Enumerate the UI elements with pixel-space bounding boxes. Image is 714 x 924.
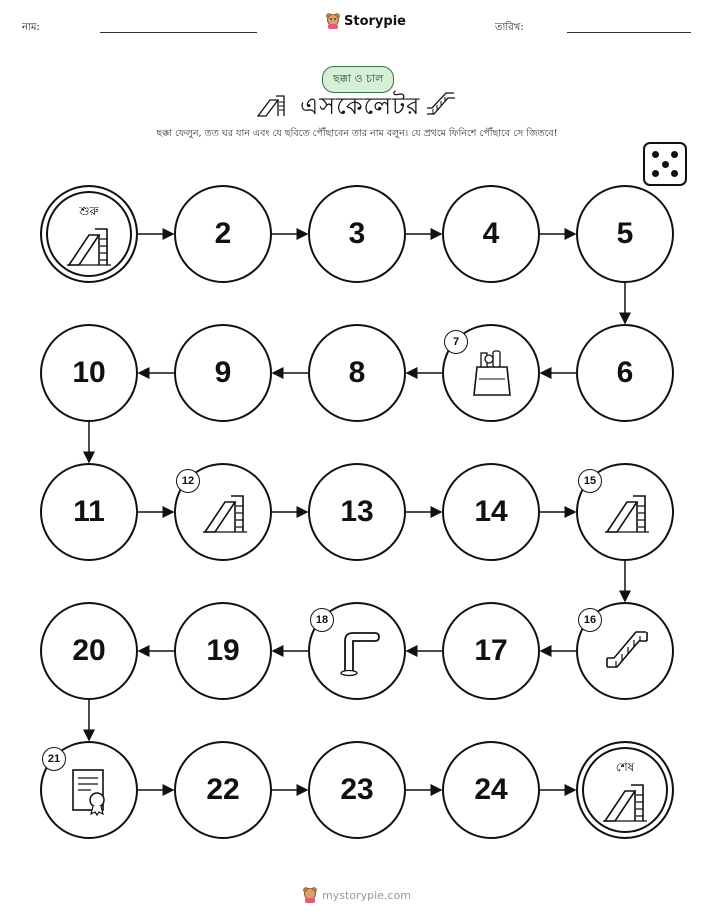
space-number: 22 (206, 773, 240, 806)
slide-icon (63, 221, 115, 273)
instructions-text: ছক্কা ফেলুন, তত ঘর যান এবং যে ছবিতে পৌঁছাবেন তার নাম বলুন। যে প্রথমে ফিনিশে পৌঁছাবে সে জিতবে! (156, 128, 558, 139)
date-label: তারিখ: (495, 22, 524, 33)
board-space-13[interactable] (308, 463, 406, 561)
certificate-icon (65, 766, 117, 818)
space-number-badge: 12 (176, 469, 200, 493)
space-number: 14 (474, 495, 508, 528)
space-number: 17 (474, 634, 508, 667)
board-space-5[interactable] (576, 185, 674, 283)
slide-icon (599, 777, 651, 829)
space-number: 5 (616, 217, 634, 250)
space-number-badge: 15 (578, 469, 602, 493)
board-space-11[interactable] (40, 463, 138, 561)
board-space-3[interactable] (308, 185, 406, 283)
start-space[interactable] (40, 185, 138, 283)
space-number-badge: 7 (444, 330, 468, 354)
space-number: 2 (214, 217, 232, 250)
board-space-19[interactable] (174, 602, 272, 700)
footer-url[interactable]: mystorypie.com (322, 888, 411, 902)
bear-mascot-icon (303, 887, 317, 903)
name-label: নাম: (22, 22, 40, 33)
board-space-4[interactable] (442, 185, 540, 283)
grocery-bag-icon (467, 349, 519, 401)
space-number: 24 (474, 773, 508, 806)
board-space-20[interactable] (40, 602, 138, 700)
finish-space[interactable] (576, 741, 674, 839)
brand-name: Storypie (344, 13, 406, 29)
board-space-10[interactable] (40, 324, 138, 422)
board-space-24[interactable] (442, 741, 540, 839)
space-number: 6 (616, 356, 634, 389)
space-number-badge: 18 (310, 608, 334, 632)
board-space-6[interactable] (576, 324, 674, 422)
board-space-2[interactable] (174, 185, 272, 283)
space-number-badge: 16 (578, 608, 602, 632)
slide-icon (199, 488, 251, 540)
escalator-icon (601, 627, 653, 679)
board-space-17[interactable] (442, 602, 540, 700)
space-number: 23 (340, 773, 374, 806)
handrail-icon (333, 627, 385, 679)
game-type-badge: ছক্কা ও চাল (322, 66, 394, 93)
space-number: 9 (214, 356, 232, 389)
board-space-23[interactable] (308, 741, 406, 839)
board-space-8[interactable] (308, 324, 406, 422)
footer (0, 887, 714, 903)
space-number: 11 (73, 495, 105, 528)
page-title: এসকেলেটর (300, 92, 421, 120)
start-label: শুরু (79, 204, 99, 218)
space-number: 4 (482, 217, 500, 250)
space-number-badge: 21 (42, 747, 66, 771)
space-number: 3 (348, 217, 366, 250)
finish-label: শেষ (615, 760, 635, 774)
space-number: 8 (348, 356, 366, 389)
space-number: 10 (72, 356, 106, 389)
space-number: 19 (206, 634, 240, 667)
space-number: 20 (72, 634, 106, 667)
board-space-22[interactable] (174, 741, 272, 839)
space-number: 13 (340, 495, 374, 528)
slide-icon (601, 488, 653, 540)
board-space-9[interactable] (174, 324, 272, 422)
board-space-14[interactable] (442, 463, 540, 561)
